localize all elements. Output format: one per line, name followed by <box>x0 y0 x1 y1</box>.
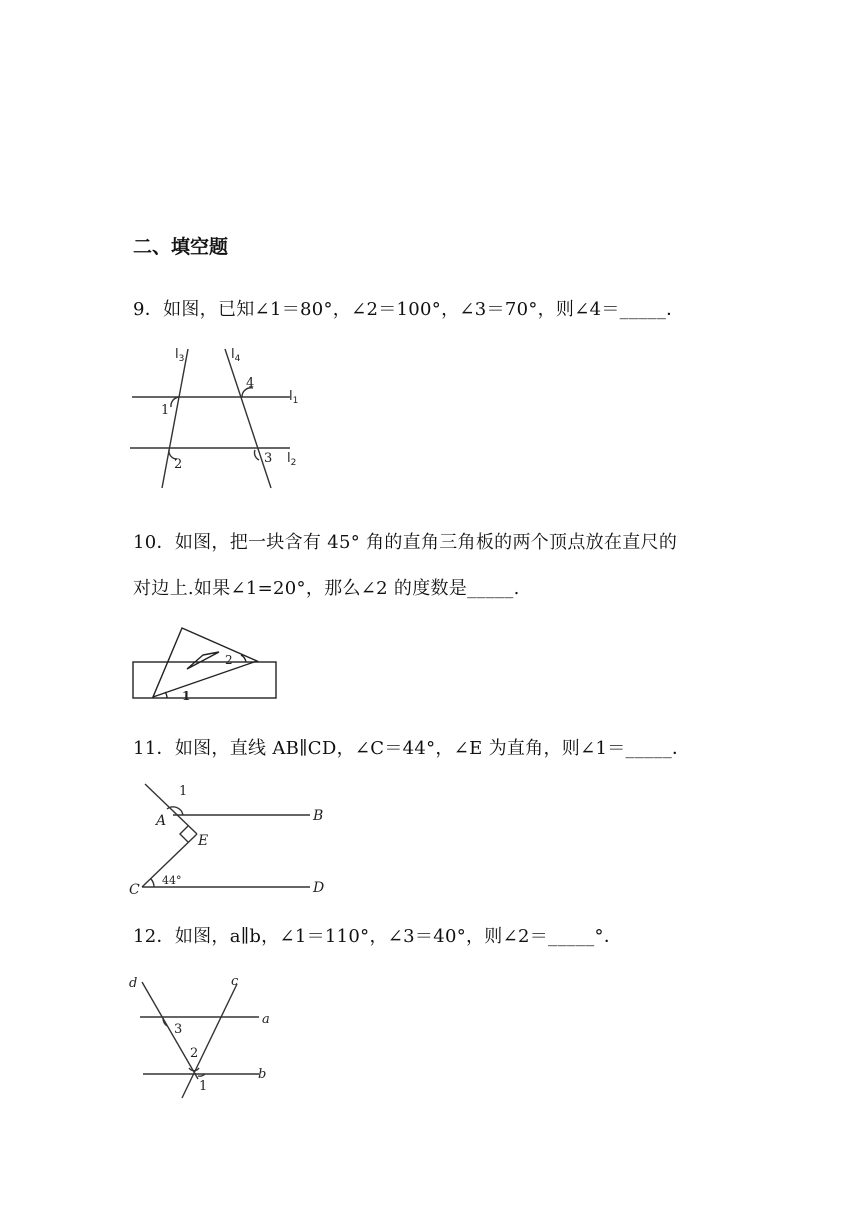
label-44deg: 44° <box>162 874 182 887</box>
label-B: B <box>313 808 324 824</box>
label-b: b <box>258 1067 267 1082</box>
svg-text:l3: $l_3$ <box>175 347 185 364</box>
svg-text:l1: $l_1$ <box>289 389 299 406</box>
label-2: 2 <box>225 653 233 667</box>
label-d: d <box>129 976 138 991</box>
label-c: c <box>231 974 239 989</box>
question-11-text <box>133 734 690 760</box>
question-line: 如图，直线 AB∥CD，∠C＝44°，∠E 为直角，则∠1＝_____． <box>174 738 691 759</box>
question-line: 如图，已知∠1＝80°，∠2＝100°，∠3＝70°，则∠4＝_____． <box>163 299 685 320</box>
arc-angle-2 <box>189 1068 199 1071</box>
triangle-inner <box>187 652 219 669</box>
svg-text:l4: $l_4$ <box>231 347 241 364</box>
label-1: 1 <box>199 1079 208 1094</box>
question-10-line-2: 对边上.如果∠1=20°，那么∠2 的度数是_____. <box>133 578 520 599</box>
line-d <box>142 982 198 1079</box>
question-number: 9． <box>133 299 164 320</box>
label-a: a <box>262 1012 270 1027</box>
question-line: 如图，a∥b，∠1＝110°，∠3＝40°，则∠2＝_____°． <box>174 926 623 947</box>
question-12-text <box>133 922 622 948</box>
arc-angle-C <box>151 879 154 887</box>
question-line: 如图，把一块含有 45° 角的直角三角板的两个顶点放在直尺的 <box>174 532 678 553</box>
label-1: 1 <box>161 403 170 418</box>
question-number: 11． <box>133 738 175 759</box>
label-E: E <box>198 833 209 849</box>
line-l4 <box>225 349 271 488</box>
question-10-line-1 <box>133 528 677 554</box>
segment-AE-extended <box>145 784 197 834</box>
figure-q11 <box>125 778 335 898</box>
label-1: 1 <box>182 689 191 703</box>
label-2: 2 <box>190 1046 199 1061</box>
figure-q9 <box>125 342 310 492</box>
label-D: D <box>313 880 325 896</box>
label-3: 3 <box>264 451 273 466</box>
line-c <box>182 984 237 1098</box>
question-number: 10． <box>133 532 175 553</box>
label-3: 3 <box>174 1022 183 1037</box>
label-2: 2 <box>174 457 183 472</box>
label-4: 4 <box>246 376 255 391</box>
svg-text:l2: $l_2$ <box>287 451 297 468</box>
right-angle-mark <box>180 826 188 842</box>
section-title: 二、填空题 <box>133 236 229 258</box>
label-C: C <box>129 882 140 898</box>
question-number: 12． <box>133 926 175 947</box>
figure-q12 <box>125 970 275 1105</box>
label-1: 1 <box>179 784 188 799</box>
question-9-text <box>133 295 684 321</box>
figure-q10 <box>125 622 285 704</box>
label-A: A <box>156 813 167 829</box>
